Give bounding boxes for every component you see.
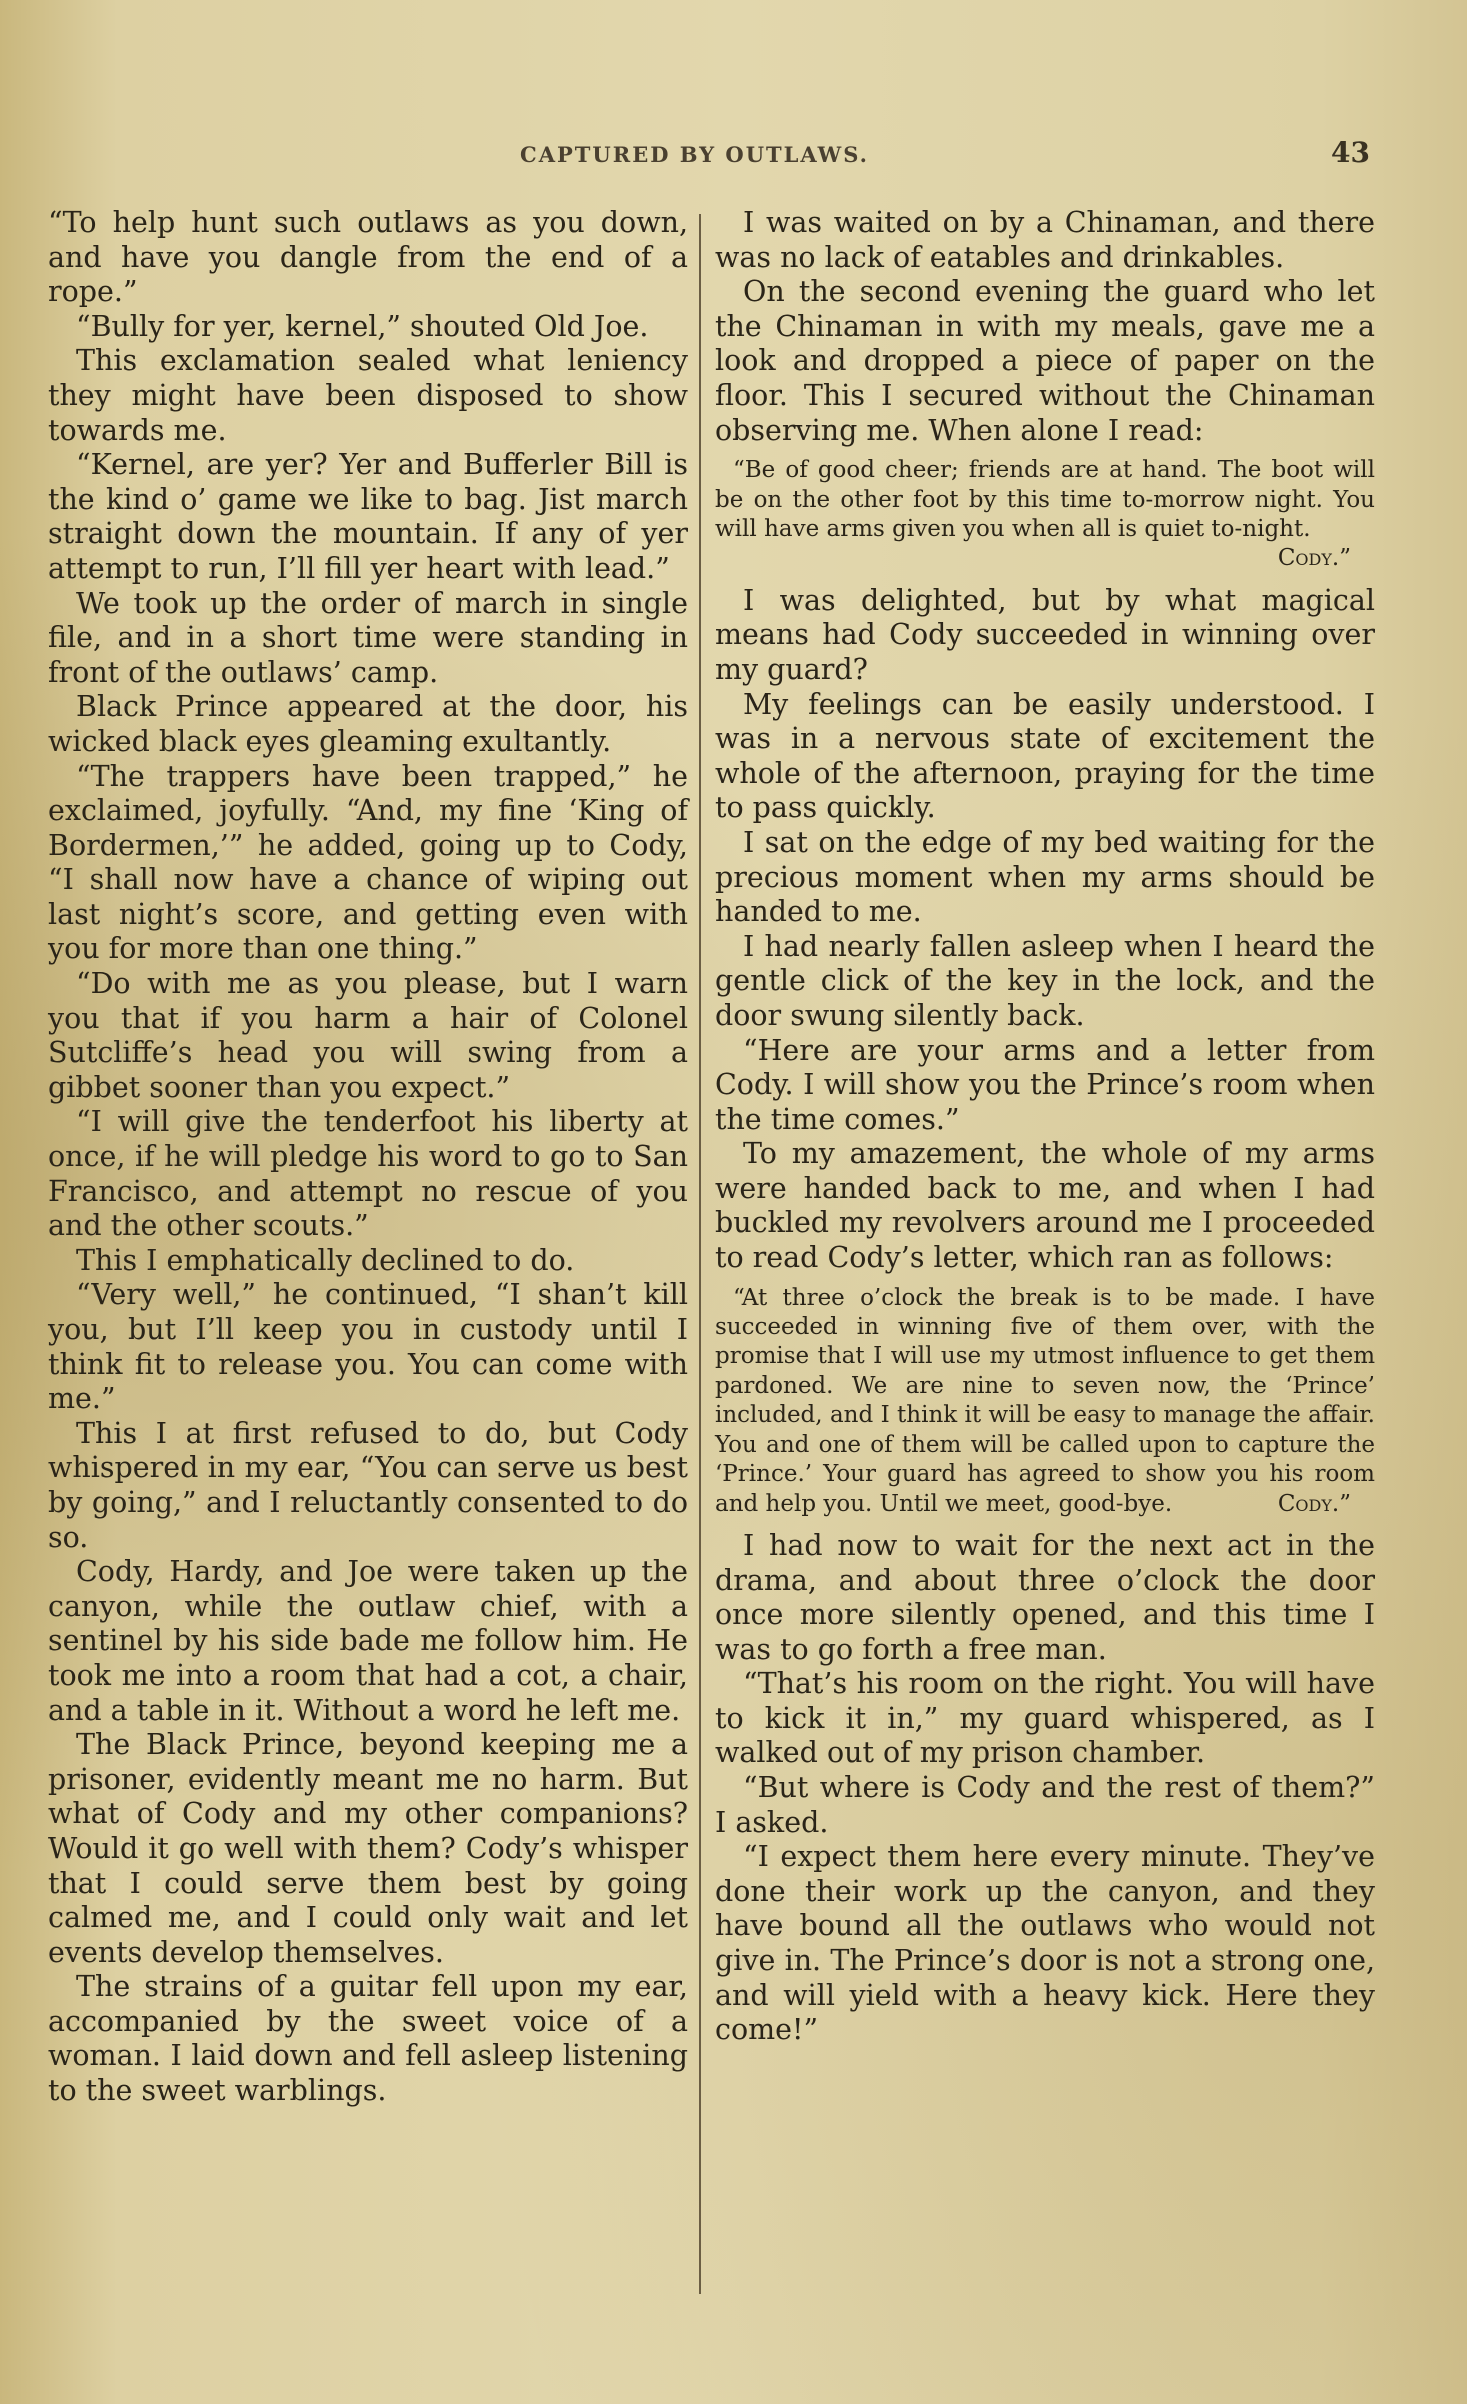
paragraph: “Bully for yer, kernel,” shouted Old Joe.: [76, 309, 649, 343]
paragraph: I was waited on by a Chinaman, and there was no lack of eatables and drinkables.: [715, 206, 1375, 274]
paragraph: To my amazement, the whole of my arms were handed back to me, and when I had buckled my revolvers around me I proceeded to read Cody’s letter, which ran as follows:: [715, 1137, 1375, 1275]
note-text: “Be of good cheer; friends are at hand. The boot will be on the other foot by this time to-morrow night. You will have arms given you when all is quiet to-night.: [715, 457, 1375, 542]
page-header: [520, 138, 1370, 178]
paragraph: This exclamation sealed what leniency they might have been disposed to show towards me.: [48, 344, 688, 447]
paragraph: “Here are your arms and a letter from Cody. I will show you the Prince’s room when the time comes.”: [715, 1033, 1375, 1136]
letter-from-cody: [715, 1284, 1375, 1519]
paragraph: “That’s his room on the right. You will have to kick it in,” my guard whispered, as I walked out of my prison chamber.: [715, 1667, 1375, 1770]
paragraph: “Kernel, are yer? Yer and Bufferler Bill is the kind o’ game we like to bag. Jist march straight down the mountain. If any of yer attempt to run, I’ll fill yer heart with lead.”: [48, 448, 688, 585]
note-signature: Cody.”: [1277, 545, 1351, 572]
paragraph: Cody, Hardy, and Joe were taken up the canyon, while the outlaw chief, with a sentinel by his side bade me follow him. He took me into a room that had a cot, a chair, and a table in it. Without a word he left me.: [48, 1555, 688, 1727]
column-divider: [699, 214, 701, 2294]
paragraph: I had now to wait for the next act in the drama, and about three o’clock the door once more silently opened, and this time I was to go forth a free man.: [715, 1528, 1375, 1666]
paragraph: I sat on the edge of my bed waiting for the precious moment when my arms should be handed to me.: [715, 825, 1375, 929]
note-from-cody: [715, 456, 1375, 574]
paragraph: On the second evening the guard who let the Chinaman in with my meals, gave me a look and dropped a piece of paper on the floor. This I secured without the Chinaman observing me. When alone I read:: [715, 275, 1375, 447]
right-column: [715, 206, 1375, 2048]
left-column: [48, 206, 688, 2109]
paragraph: We took up the order of march in single file, and in a short time were standing in front of the outlaws’ camp.: [48, 586, 688, 689]
paragraph: The strains of a guitar fell upon my ear, accompanied by the sweet voice of a woman. I laid down and fell asleep listening to the sweet warblings.: [48, 1970, 688, 2108]
paragraph: “I expect them here every minute. They’ve done their work up the canyon, and they have bound all the outlaws who would not give in. The Prince’s door is not a strong one, and will yield with a heavy kick. Here they come!”: [715, 1840, 1375, 2047]
paragraph: This I at first refused to do, but Cody whispered in my ear, “You can serve us best by going,” and I reluctantly consented to do so.: [48, 1416, 688, 1554]
paragraph: “I will give the tenderfoot his liberty at once, if he will pledge his word to go to San Francisco, and attempt no rescue of you and the other scouts.”: [48, 1105, 688, 1243]
running-title: CAPTURED BY OUTLAWS.: [520, 142, 869, 167]
paragraph: I was delighted, but by what magical means had Cody succeeded in winning over my guard?: [715, 583, 1375, 686]
paragraph: The Black Prince, beyond keeping me a prisoner, evidently meant me no harm. But what of Cody and my other companions? Would it go well with them? Cody’s whisper that I could serve them best by going calmed me, and I could only wait and let events develop themselves.: [48, 1728, 688, 1969]
paragraph: “But where is Cody and the rest of them?” I asked.: [715, 1771, 1375, 1839]
paragraph: “The trappers have been trapped,” he exclaimed, joyfully. “And, my fine ‘King of Bordermen,’” he added, going up to Cody, “I shall now have a chance of wiping out last night’s score, and getting even with you for more than one thing.”: [48, 759, 688, 966]
paragraph: Black Prince appeared at the door, his wicked black eyes gleaming exultantly.: [48, 690, 688, 758]
letter-text: “At three o’clock the break is to be made. I have succeeded in winning five of them over, with the promise that I will use my utmost influence to get them pardoned. We are nine to seven now, the ‘Prince’ included, and I think it will be easy to manage the affair. You and one of them will be called upon to capture the ‘Prince.’ Your guard has agreed to show you his room and help you. Until we meet, good-bye.: [715, 1284, 1375, 1517]
paragraph: “To help hunt such outlaws as you down, and have you dangle from the end of a rope.”: [48, 206, 688, 309]
page-number: 43: [1331, 136, 1370, 169]
paragraph: My feelings can be easily understood. I was in a nervous state of excitement the whole of the afternoon, praying for the time to pass quickly.: [715, 687, 1375, 825]
paragraph: This I emphatically declined to do.: [76, 1243, 575, 1277]
paragraph: I had nearly fallen asleep when I heard the gentle click of the key in the lock, and the door swung silently back.: [715, 929, 1375, 1032]
letter-signature: Cody.”: [1277, 1490, 1351, 1517]
paragraph: “Do with me as you please, but I warn you that if you harm a hair of Colonel Sutcliffe’s head you will swing from a gibbet sooner than you expect.”: [48, 967, 688, 1104]
paragraph: “Very well,” he continued, “I shan’t kill you, but I’ll keep you in custody until I think fit to release you. You can come with me.”: [48, 1278, 688, 1416]
